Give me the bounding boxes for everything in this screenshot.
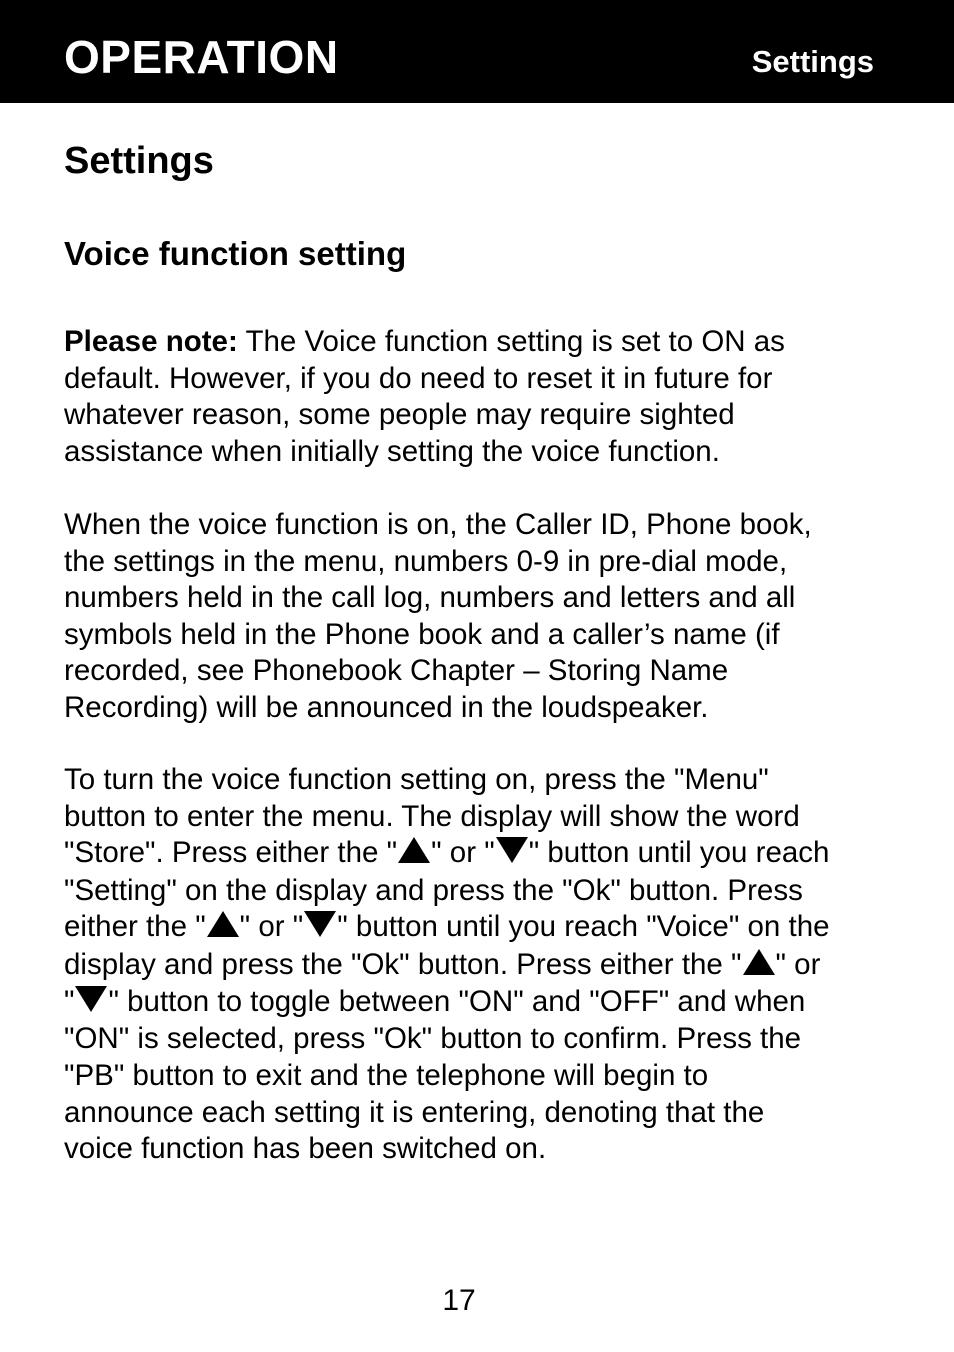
header-bar (0, 0, 954, 103)
note-lead: Please note: (64, 325, 238, 358)
note-line: whatever reason, some people may require sighted (64, 398, 735, 432)
text-fragment: " (64, 984, 75, 1018)
up-arrow-triangle-icon (743, 949, 775, 975)
paragraph-line (64, 909, 904, 946)
paragraph-line: To turn the voice function setting on, press the "Menu" (64, 763, 769, 796)
note-line: assistance when initially setting the voice function. (64, 434, 720, 468)
text-fragment: " or " (239, 910, 304, 944)
instructions-paragraph (64, 762, 904, 1168)
paragraph-line (64, 835, 904, 872)
header-title: OPERATION (64, 31, 339, 83)
paragraph-line: "Setting" on the display and press the "Ok" button. Press (64, 873, 803, 907)
down-arrow-triangle-icon (75, 986, 107, 1012)
paragraph-line: recorded, see Phonebook Chapter – Storing Name (64, 654, 729, 688)
text-fragment: " or " (431, 836, 495, 870)
text-fragment: " or (775, 947, 821, 981)
paragraph-line: the settings in the menu, numbers 0-9 in pre-dial mode, (64, 544, 788, 578)
text-fragment: " button to toggle between "ON" and "OFF" and when (108, 984, 806, 1018)
page-heading: Settings (64, 140, 214, 182)
note-text: The Voice function setting is set to ON as (237, 325, 785, 358)
text-fragment: "Store". Press either the " (64, 836, 398, 870)
text-fragment: " button until you reach "Voice" on the (337, 910, 830, 944)
text-fragment: either the " (64, 910, 206, 944)
paragraph-line: announce each setting it is entering, denoting that the (64, 1095, 765, 1129)
paragraph-line: When the voice function is on, the Caller ID, Phone book, (64, 508, 812, 541)
header-section-label: Settings (751, 44, 874, 79)
note-paragraph (64, 324, 904, 470)
paragraph-line: voice function has been switched on. (64, 1132, 547, 1166)
down-arrow-triangle-icon (496, 837, 528, 863)
text-fragment: display and press the "Ok" button. Press either the " (64, 947, 742, 981)
up-arrow-triangle-icon (207, 911, 239, 937)
paragraph-line: numbers held in the call log, numbers and letters and all (64, 581, 796, 615)
sub-heading: Voice function setting (64, 235, 407, 272)
paragraph-line (64, 947, 904, 984)
paragraph-line: symbols held in the Phone book and a caller’s name (if (64, 617, 780, 651)
down-arrow-triangle-icon (304, 911, 336, 937)
paragraph-line (64, 984, 904, 1021)
paragraph-line: "ON" is selected, press "Ok" button to confirm. Press the (64, 1022, 802, 1056)
paragraph-line: button to enter the menu. The display will show the word (64, 799, 800, 833)
text-fragment: " button until you reach (528, 836, 830, 870)
voice-description-paragraph (64, 507, 904, 727)
up-arrow-triangle-icon (398, 837, 430, 863)
paragraph-line: "PB" button to exit and the telephone will begin to (64, 1058, 709, 1092)
page-number: 17 (442, 1284, 476, 1317)
note-line: default. However, if you do need to reset it in future for (64, 361, 773, 395)
note-line (64, 324, 904, 361)
paragraph-line: Recording) will be announced in the loudspeaker. (64, 690, 709, 724)
